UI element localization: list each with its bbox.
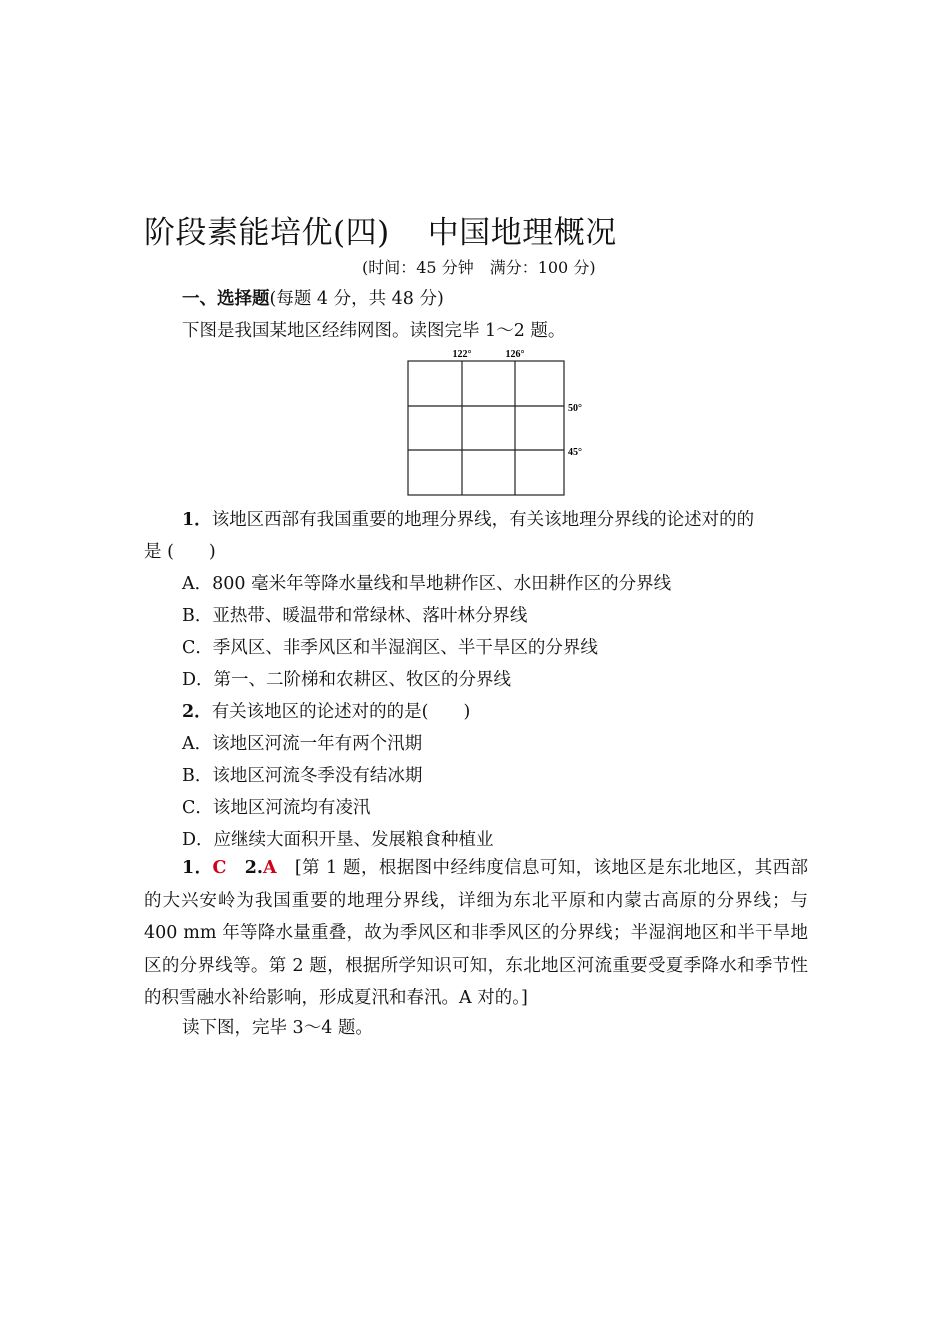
answer-1-number: 1． (182, 858, 213, 878)
page-title (144, 207, 617, 252)
grid-border (408, 361, 564, 495)
answer-explanation-text: [第 1 题，根据图中经纬度信息可知，该地区是东北地区，其西部的大兴安岭为我国重要的地理分界线，详细为东北平原和内蒙古高原的分界线；与 400 mm 年等降水量重叠，故为季风区和非季风区的分界线；半湿润地区和半干旱地区的分界线等。第 2 题，根据所学知识可知，东北地区河流重要受夏季降水和季节性的积雪融水补给影响，形成夏汛和春汛。A 对的。] (144, 858, 808, 1008)
lon-label-126: 126° (505, 349, 525, 360)
question-2-option-d: D．应继续大面积开垦、发展粮食种植业 (182, 830, 494, 850)
answer-1-choice: C (212, 858, 227, 878)
question-1-stem (144, 504, 846, 536)
question-1-option-c: C．季风区、非季风区和半湿润区、半干旱区的分界线 (182, 638, 598, 658)
question-1-option-a: A．800 毫米年等降水量线和旱地耕作区、水田耕作区的分界线 (182, 574, 672, 594)
question-2-stem (144, 696, 846, 728)
lon-label-122: 122° (452, 349, 472, 360)
title-sub: 中国地理概况 (427, 215, 617, 251)
answer-explanation (144, 852, 808, 1015)
lat-lon-grid-map (400, 345, 600, 501)
question-2-option-b: B．该地区河流冬季没有结冰期 (182, 766, 423, 786)
intro-text-2: 读下图，完毕 3～4 题。 (182, 1018, 373, 1038)
section-note: (每题 4 分，共 48 分) (269, 289, 444, 309)
question-2-option-c: C．该地区河流均有凌汛 (182, 798, 371, 818)
question-1-stem-text: 该地区西部有我国重要的地理分界线，有关该地理分界线的论述对的的 (211, 510, 755, 530)
lat-label-50: 50° (568, 403, 582, 414)
question-1-option-d: D．第一、二阶梯和农耕区、牧区的分界线 (182, 670, 512, 690)
answer-2-choice: A (263, 858, 277, 878)
section-heading (144, 283, 846, 315)
question-1-stem-cont: 是 ( ) (144, 542, 216, 562)
intro-text-1: 下图是我国某地区经纬网图。读图完毕 1～2 题。 (182, 321, 566, 341)
question-1-option-b: B．亚热带、暖温带和常绿林、落叶林分界线 (182, 606, 528, 626)
answer-2-number: 2. (244, 858, 263, 878)
exam-meta: (时间：45 分钟 满分：100 分) (362, 258, 596, 277)
title-main: 阶段素能培优(四) (144, 215, 390, 251)
question-1-number: 1． (182, 510, 212, 530)
lat-label-45: 45° (568, 447, 582, 458)
section-title: 一、选择题 (182, 289, 270, 309)
question-2-number: 2． (182, 702, 212, 722)
question-2-option-a: A．该地区河流一年有两个汛期 (182, 734, 423, 754)
question-2-stem-text: 有关该地区的论述对的的是( ) (211, 702, 471, 722)
